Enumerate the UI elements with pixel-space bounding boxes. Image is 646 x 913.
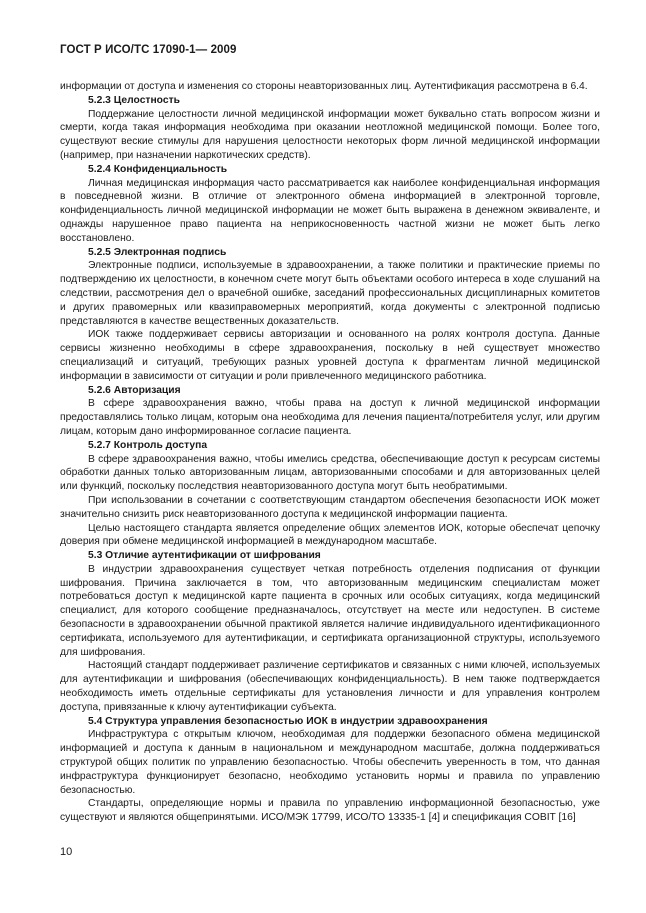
document-body xyxy=(60,80,600,825)
section-heading: 5.2.7 Контроль доступа xyxy=(88,439,208,451)
paragraph: Целью настоящего стандарта является определение общих элементов ИОК, которые обеспечат цепочку доверия при обмене медицинской информацией в международном масштабе. xyxy=(60,522,600,548)
paragraph: Личная медицинская информация часто рассматривается как наиболее конфиденциальная информация в повседневной жизни. В отличие от электронного обмена информацией в электронной торговле, конфиденциальность личной медицинской информации не может быть выражена в денежном эквиваленте, и однажды нарушенное право пациента на неприкосновенность частной жизни не может быть легко восстановлено. xyxy=(60,177,600,244)
paragraph: При использовании в сочетании с соответствующим стандартом обеспечения безопасности ИОК может значительно снизить риск неавторизованного доступа к медицинской информации пациента. xyxy=(60,494,600,520)
document-header: ГОСТ Р ИСО/ТС 17090-1— 2009 xyxy=(60,44,237,56)
paragraph: Стандарты, определяющие нормы и правила по управлению информационной безопасностью, уже существуют и являются общепринятыми. ИСО/МЭК 17799, ИСО/ТО 13335-1 [4] и спецификация COBIT [16] xyxy=(60,798,600,824)
section-heading: 5.2.6 Авторизация xyxy=(88,384,181,396)
section-heading: 5.2.3 Целостность xyxy=(88,94,180,106)
page-number: 10 xyxy=(60,846,73,858)
paragraph: Инфраструктура с открытым ключом, необходимая для поддержки безопасного обмена медицинской информацией и доступа к данным в национальном и международном масштабе, должна поддерживаться структурой общих политик по управлению безопасностью. Чтобы обеспечить уверенность в том, что данная инфраструктура функционирует безопасно, необходимо установить нормы и правила по управлению безопасностью. xyxy=(60,729,600,796)
paragraph: ИОК также поддерживает сервисы авторизации и основанного на ролях контроля доступа. Данные сервисы жизненно необходимы в сфере здравоохранения, поскольку в ней существует множество специализаций и ситуаций, требующих разных уровней доступа к фрагментам личной медицинской информации в зависимости от ситуации и роли привлеченного медицинского работника. xyxy=(60,329,600,382)
paragraph: В сфере здравоохранения важно, чтобы имелись средства, обеспечивающие доступ к ресурсам системы обработки данных только авторизованным лицам, авторизованными способами и для авторизованных целей или функций, поскольку последствия неавторизованного доступа могут быть необратимыми. xyxy=(60,453,600,493)
paragraph: Электронные подписи, используемые в здравоохранении, а также политики и практические приемы по подтверждению их целостности, в конечном счете могут быть объектами особого интереса в ходе слушаний на следствии, рассмотрения дел о врачебной ошибке, заседаний профессиональных дисциплинарных комитетов и других правомерных или квазиправомерных мероприятий, когда документы с электронной подписью представляются в качестве вещественных доказательств. xyxy=(60,260,600,327)
section-heading: 5.2.5 Электронная подпись xyxy=(88,246,227,258)
paragraph: информации от доступа и изменения со стороны неавторизованных лиц. Аутентификация рассмотрена в 6.4. xyxy=(60,81,588,92)
section-heading: 5.3 Отличие аутентификации от шифрования xyxy=(88,550,321,562)
paragraph: В сфере здравоохранения важно, чтобы права на доступ к личной медицинской информации предоставлялись только лицам, которым она необходима для лечения пациента/потребителя услуг, или другим лицам, которым дано информированное согласие пациента. xyxy=(60,398,600,437)
paragraph: Поддержание целостности личной медицинской информации может буквально стать вопросом жизни и смерти, когда такая информация необходима при оказании неотложной медицинской помощи. Более того, существуют веские стимулы для нарушения целостности некоторых форм личной медицинской информации (например, при назначении наркотических средств). xyxy=(60,108,600,161)
paragraph: В индустрии здравоохранения существует четкая потребность отделения подписания от функции шифрования. Причина заключается в том, что авторизованным медицинским специалистам может потребоваться доступ к медицинской карте пациента в срочных или особых ситуациях, когда медицинский специалист, для которого сообщение предназначалось, отсутствует на месте или недоступен. В системе безопасности в здравоохранении обычной практикой является наличие индивидуального идентификационного сертификата, используемого для аутентификации, и сертификата организационной структуры, используемого для шифрования. xyxy=(60,563,600,658)
paragraph: Настоящий стандарт поддерживает различение сертификатов и связанных с ними ключей, используемых для аутентификации и шифрования (обеспечивающих конфиденциальность). В нем также подтверждается необходимость иметь отдельные сертификаты для установления личности и для управления контролем доступа, привязанные к ключу аутентификации субъекта. xyxy=(60,660,600,713)
section-heading: 5.4 Структура управления безопасностью ИОК в индустрии здравоохранения xyxy=(88,715,488,727)
section-heading: 5.2.4 Конфиденциальность xyxy=(88,163,228,175)
